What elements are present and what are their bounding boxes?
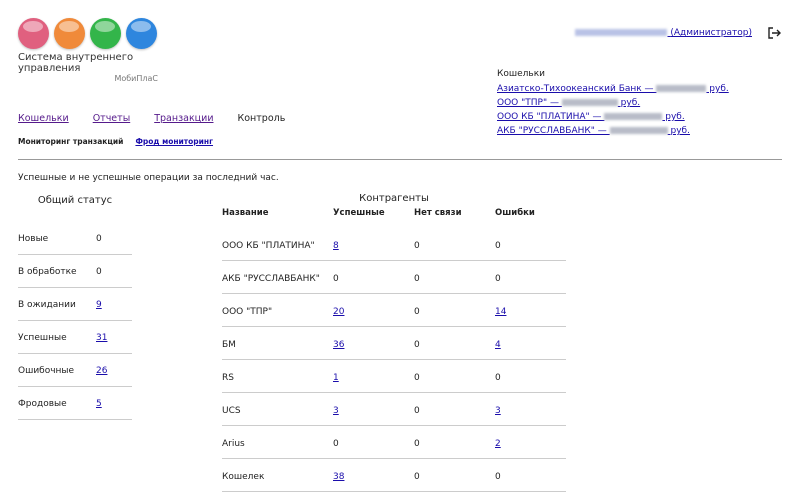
col-header-errors: Ошибки: [495, 208, 535, 218]
status-value-link[interactable]: 5: [96, 399, 102, 409]
wallet-currency: руб.: [617, 98, 641, 108]
error-count: 0: [495, 241, 501, 251]
no-link-count: 0: [414, 406, 420, 416]
counterparty-name: ООО КБ "ПЛАТИНА": [222, 241, 315, 251]
col-header-success: Успешные: [333, 208, 385, 218]
main-nav: [18, 113, 285, 124]
status-label: В обработке: [18, 267, 77, 277]
logo-circles: [18, 18, 163, 49]
user-email-link[interactable]: [575, 28, 752, 38]
redacted-amount: [604, 113, 662, 120]
counterparty-name: ООО "ТПР": [222, 307, 273, 317]
wallet-name: ООО КБ "ПЛАТИНА" —: [497, 112, 605, 122]
status-row: [18, 255, 132, 288]
success-count-link[interactable]: 20: [333, 307, 345, 317]
status-title: Общий статус: [37, 195, 113, 206]
status-label: Успешные: [18, 333, 67, 343]
no-link-count: 0: [414, 274, 420, 284]
table-row: [222, 327, 566, 360]
redacted-amount: [656, 85, 706, 92]
success-count-link[interactable]: 38: [333, 472, 345, 482]
wallet-name: АКБ "РУССЛАВБАНК" —: [497, 126, 610, 136]
no-link-count: 0: [414, 472, 420, 482]
status-value-link[interactable]: 31: [96, 333, 108, 343]
table-row: [222, 459, 566, 492]
col-header-name: Название: [222, 208, 269, 218]
counterparty-name: АКБ "РУССЛАВБАНК": [222, 274, 320, 284]
user-role: (Администратор): [670, 28, 752, 38]
logo-circle-blue: [126, 18, 157, 49]
logo-title: Система внутреннего управления: [18, 52, 134, 74]
no-link-count: 0: [414, 241, 420, 251]
error-count-link[interactable]: 4: [495, 340, 501, 350]
nav-control[interactable]: Контроль: [237, 113, 286, 124]
redacted-email: [575, 29, 667, 36]
nav-transactions[interactable]: Транзакции: [154, 113, 214, 124]
wallet-link[interactable]: [497, 110, 729, 124]
success-count: 0: [333, 274, 339, 284]
redacted-amount: [562, 99, 618, 106]
logo-circle-orange: [54, 18, 85, 49]
table-row: [222, 360, 566, 393]
status-value-link[interactable]: 9: [96, 300, 102, 310]
wallet-link[interactable]: [497, 124, 729, 138]
logo-circle-green: [90, 18, 121, 49]
counterparty-name: БМ: [222, 340, 236, 350]
status-label: Ошибочные: [18, 366, 75, 376]
status-label: Фродовые: [18, 399, 67, 409]
no-link-count: 0: [414, 373, 420, 383]
table-row: [222, 426, 566, 459]
status-row: [18, 222, 132, 255]
wallets-title: Кошельки: [497, 69, 546, 79]
subnav-transaction-monitoring[interactable]: Мониторинг транзакций: [18, 137, 124, 146]
user-account-link[interactable]: [575, 28, 752, 38]
wallet-currency: руб.: [706, 84, 729, 94]
wallet-link[interactable]: [497, 82, 729, 96]
error-count: 0: [495, 472, 501, 482]
status-row: [18, 288, 132, 321]
logout-icon[interactable]: [768, 27, 782, 39]
logo-circle-pink: [18, 18, 49, 49]
intro-text: Успешные и не успешные операции за последний час.: [18, 173, 279, 183]
error-count-link[interactable]: 14: [495, 307, 507, 317]
success-count: 0: [333, 439, 339, 449]
counterparty-name: RS: [222, 373, 234, 383]
wallet-currency: руб.: [662, 112, 685, 122]
wallet-name: Азиатско-Тихоокеанский Банк —: [497, 84, 657, 94]
counterparty-name: Arius: [222, 439, 245, 449]
no-link-count: 0: [414, 307, 420, 317]
table-header: [222, 208, 566, 228]
status-row: [18, 387, 132, 420]
status-value-link[interactable]: 26: [96, 366, 108, 376]
no-link-count: 0: [414, 439, 420, 449]
error-count-link[interactable]: 2: [495, 439, 501, 449]
logo: [18, 18, 163, 83]
error-count-link[interactable]: 3: [495, 406, 501, 416]
success-count-link[interactable]: 36: [333, 340, 345, 350]
table-row: [222, 294, 566, 327]
status-value: 0: [96, 267, 102, 277]
counterparty-name: UCS: [222, 406, 241, 416]
table-row: [222, 261, 566, 294]
nav-reports[interactable]: Отчеты: [92, 113, 131, 124]
col-header-no-link: Нет связи: [414, 208, 462, 218]
no-link-count: 0: [414, 340, 420, 350]
status-row: [18, 321, 132, 354]
counterparty-name: Кошелек: [222, 472, 265, 482]
table-row: [222, 393, 566, 426]
divider: [18, 159, 782, 160]
redacted-amount: [610, 127, 668, 134]
nav-wallets[interactable]: Кошельки: [18, 113, 69, 124]
wallet-link[interactable]: [497, 96, 729, 110]
error-count: 0: [495, 274, 501, 284]
status-value: 0: [96, 234, 102, 244]
success-count-link[interactable]: 8: [333, 241, 339, 251]
status-label: Новые: [18, 234, 49, 244]
logo-subtitle: МобиПлаС: [114, 74, 158, 83]
success-count-link[interactable]: 3: [333, 406, 339, 416]
wallet-name: ООО "ТПР" —: [497, 98, 562, 108]
table-body: [222, 228, 566, 492]
success-count-link[interactable]: 1: [333, 373, 339, 383]
wallets-panel: [497, 69, 729, 138]
table-row: [222, 228, 566, 261]
counterparties-table: [222, 193, 566, 492]
overall-status-table: [18, 195, 132, 420]
wallet-currency: руб.: [667, 126, 690, 136]
error-count: 0: [495, 373, 501, 383]
counterparties-title: Контрагенты: [359, 193, 429, 204]
sub-nav: [18, 137, 213, 146]
subnav-fraud-monitoring[interactable]: Фрод мониторинг: [135, 137, 214, 146]
status-label: В ожидании: [18, 300, 76, 310]
status-row: [18, 354, 132, 387]
